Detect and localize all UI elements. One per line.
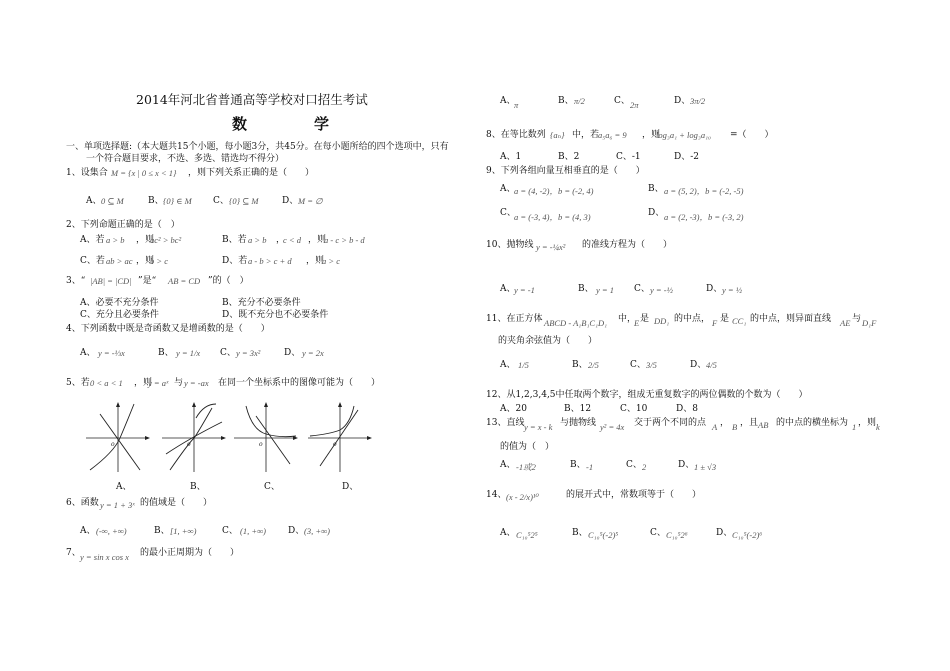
subject-heading: 数 学 [232, 115, 356, 133]
q5-graph-d [306, 400, 374, 474]
q5-graph-b [160, 400, 228, 474]
q5-graph-a [84, 400, 152, 474]
q5-graph-c [232, 400, 300, 474]
q9-stem: 9、下列各组向量互相垂直的是（ ） [486, 166, 645, 176]
svg-text:o: o [187, 441, 191, 448]
section-heading-cont: 一个符合题目要求，不选、多选、错选均不得分） [86, 154, 285, 164]
q4-stem: 4、下列函数中既是奇函数又是增函数的是（ ） [66, 324, 270, 334]
title: 2014年河北省普通高等学校对口招生考试 [136, 92, 368, 107]
section-heading: 一、单项选择题:（本大题共15个小题，每小题3分，共45分。在每小题所给的四个选项中，只有 [66, 142, 449, 152]
svg-text:o: o [333, 441, 337, 448]
svg-text:o: o [259, 441, 263, 448]
q12-stem: 12、从1,2,3,4,5中任取两个数字，组成无重复数字的两位偶数的个数为（ ） [486, 390, 808, 400]
svg-text:o: o [111, 441, 115, 448]
q2-stem: 2、下列命题正确的是（ ） [66, 220, 180, 230]
